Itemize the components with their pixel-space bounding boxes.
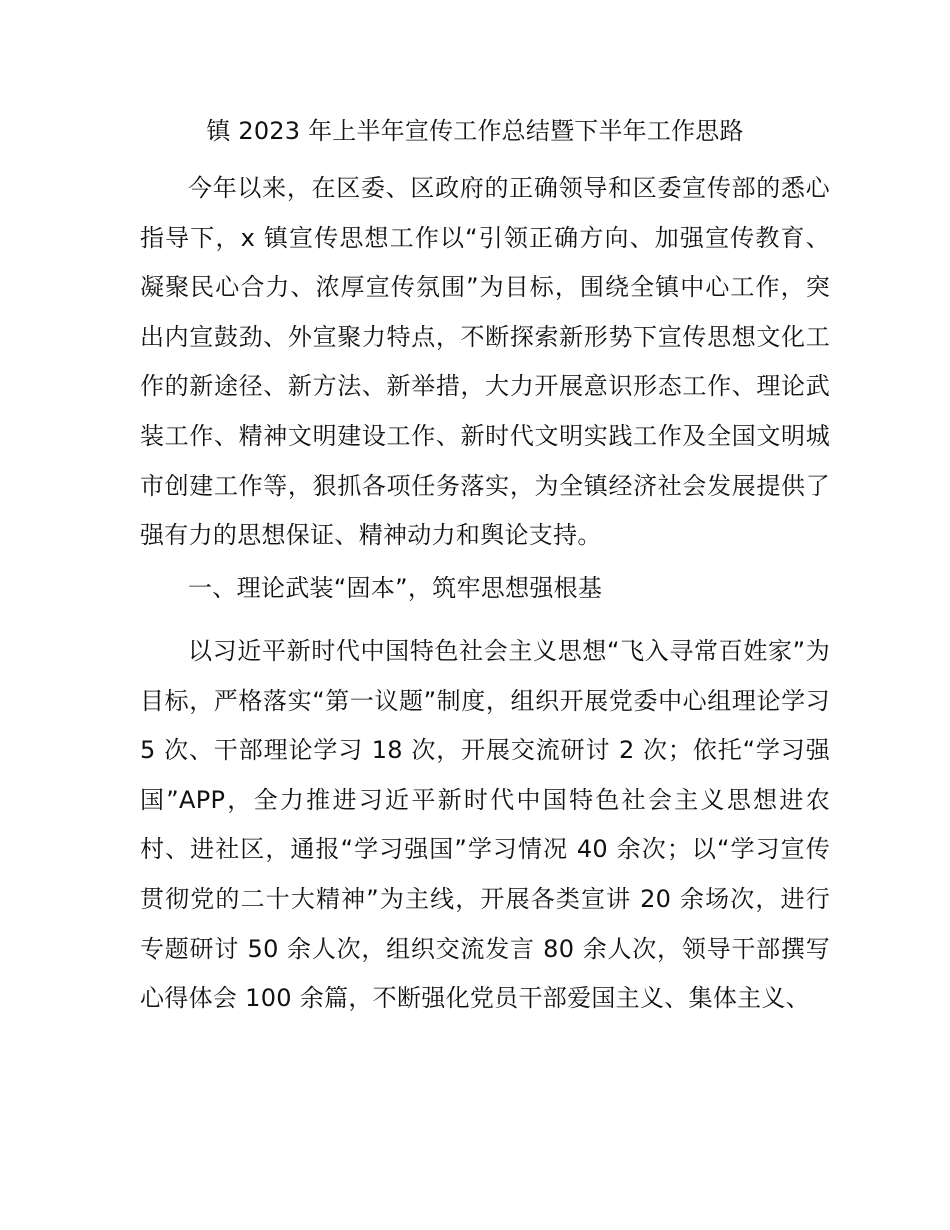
document-title: 镇 2023 年上半年宣传工作总结暨下半年工作思路 — [206, 117, 744, 145]
intro-paragraph: 今年以来，在区委、区政府的正确领导和区委宣传部的悉心指导下，x 镇宣传思想工作以“引领正确方向、加强宣传教育、凝聚民心合力、浓厚宣传氛围”为目标，围绕全镇中心工作，突出内宣鼓劲、外宣聚力特点，不断探索新形势下宣传思想文化工作的新途径、新方法、新举措，大力开展意识形态工作、理论武装工作、精神文明建设工作、新时代文明实践工作及全国文明城市创建工作等，狠抓各项任务落实，为全镇经济社会发展提供了强有力的思想保证、精神动力和舆论支持。 — [140, 174, 830, 550]
section-heading: 一、理论武装“固本”，筑牢思想强根基 — [188, 574, 603, 602]
theory-paragraph: 以习近平新时代中国特色社会主义思想“飞入寻常百姓家”为目标，严格落实“第一议题”制度，组织开展党委中心组理论学习 5 次、干部理论学习 18 次，开展交流研讨 2 次；依托“学习强国”APP，全力推进习近平新时代中国特色社会主义思想进农村、进社区，通报“学习强国”学习情况 40 余次；以“学习宣传贯彻党的二十大精神”为主线，开展各类宣讲 20 余场次，进行专题研讨 50 余人次，组织交流发言 80 余人次，领导干部撰写心得体会 100 余篇，不断强化党员干部爱国主义、集体主义、 — [140, 637, 830, 1013]
